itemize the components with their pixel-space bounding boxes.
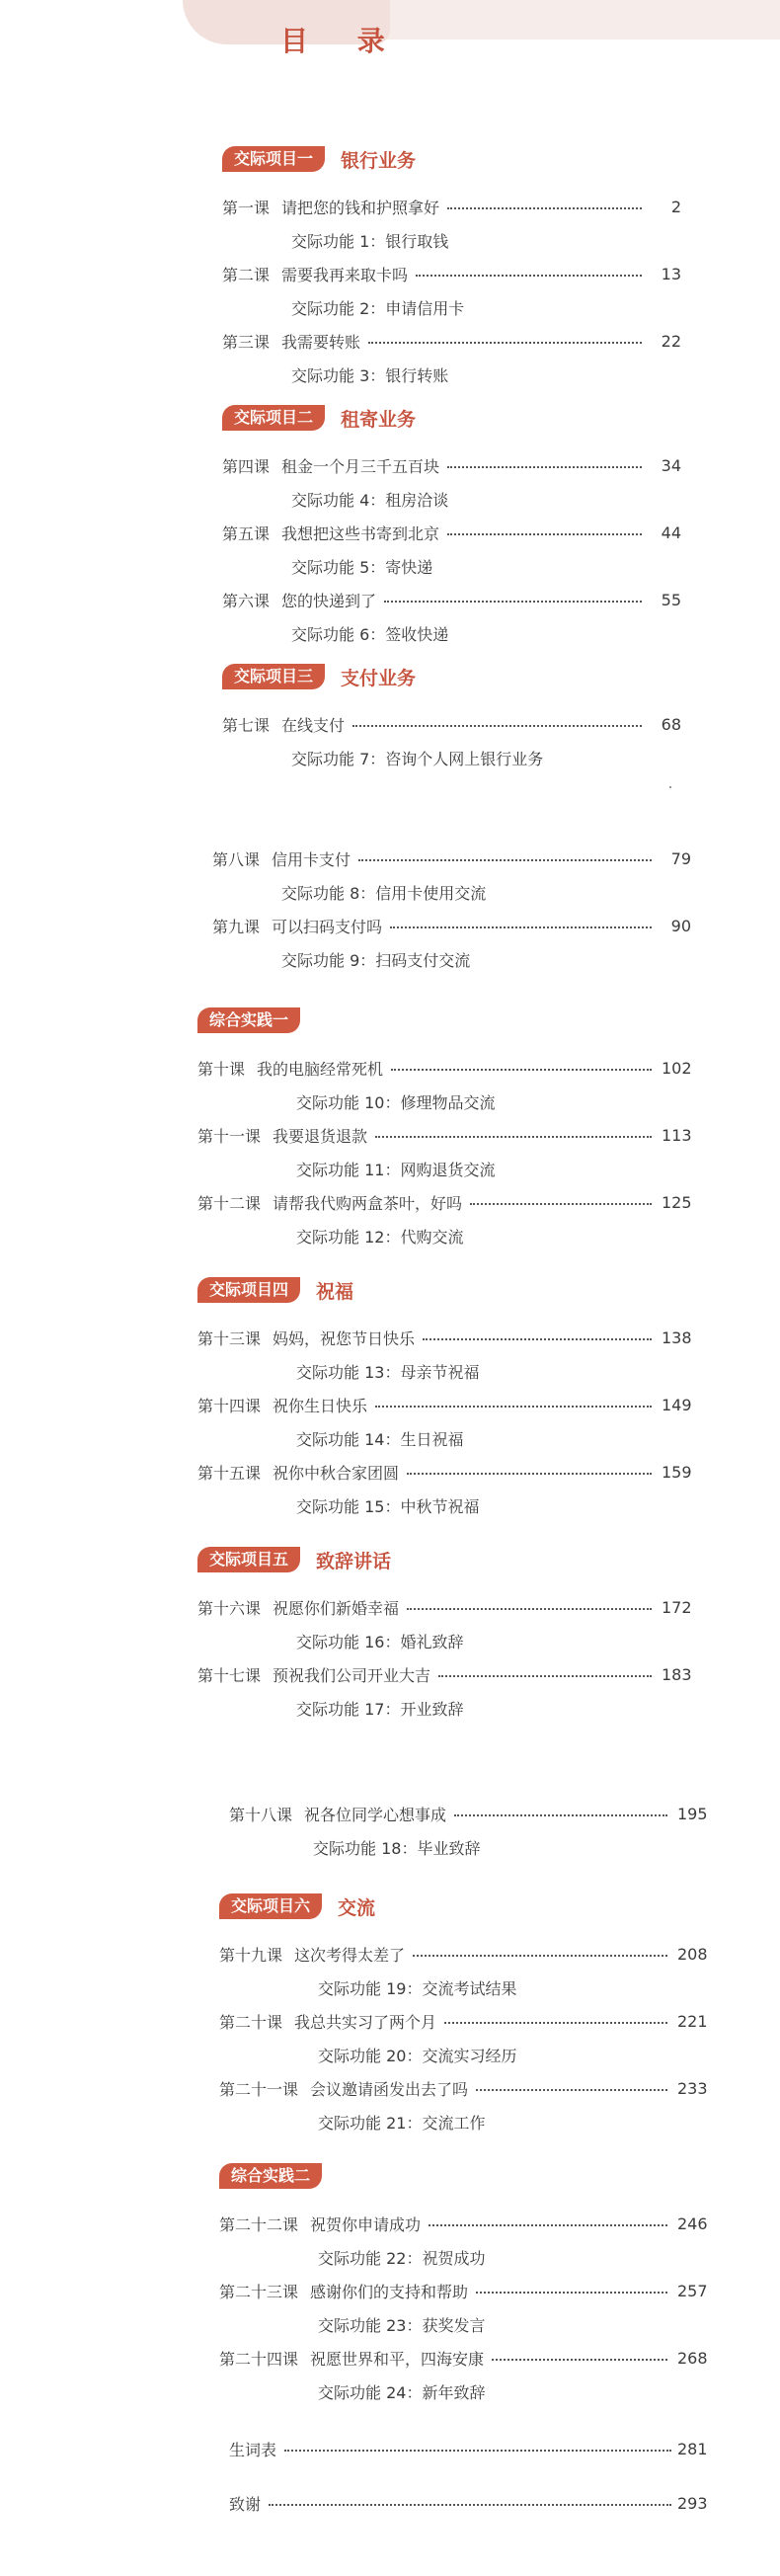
dot-leader [447,207,642,209]
lesson-number: 第十四课 [197,1396,262,1415]
function-subtitle: 交际功能 10：修理物品交流 [296,1092,496,1112]
lesson-entry[interactable] [212,842,691,875]
section-header [222,405,681,431]
lesson-entry[interactable] [197,1590,691,1624]
lesson-number: 第十六课 [197,1598,262,1618]
dot-leader [352,725,642,727]
function-subtitle: 交际功能 6：签收快递 [291,624,449,644]
toc-section [197,1277,691,1522]
lesson-number: 第二十三课 [219,2282,299,2301]
lesson-title: 感谢你们的支持和帮助 [310,2282,469,2301]
page-number: 246 [677,2214,708,2233]
dot-leader [407,1608,652,1610]
page-number: 79 [670,848,691,868]
lesson-title: 需要我再来取卡吗 [281,265,409,284]
section-heading: 交流 [338,1896,376,1919]
toc-section [222,146,681,391]
lesson-number: 第三课 [222,332,271,352]
toc-section [219,1893,707,2138]
dot-leader [375,1406,652,1408]
function-subtitle: 交际功能 17：开业致辞 [296,1699,464,1719]
page-number: 90 [670,916,691,935]
section-header [219,1893,707,1919]
page-number: 195 [677,1804,708,1823]
lesson-entry[interactable] [197,1185,691,1219]
lesson-title: 祝你生日快乐 [273,1396,368,1415]
lesson-title: 我需要转账 [281,332,361,352]
dot-leader [358,859,652,861]
lesson-title: 妈妈，祝您节日快乐 [273,1328,416,1348]
lesson-entry[interactable] [219,1937,707,1971]
lesson-entry[interactable] [222,516,681,549]
dot-leader [269,2504,671,2506]
page-number: 221 [677,2011,708,2031]
dot-leader [384,601,642,603]
page-title: 目 录 [280,25,405,57]
function-subtitle: 交际功能 12：代购交流 [296,1227,464,1247]
lesson-number: 第四课 [222,456,271,476]
function-subtitle: 交际功能 8：信用卡使用交流 [281,883,487,903]
page-number: 268 [677,2348,708,2368]
lesson-number: 第七课 [222,715,271,735]
dot-leader [375,1136,652,1138]
function-subtitle: 交际功能 5：寄快递 [291,557,433,577]
dot-leader [368,342,642,344]
lesson-entry[interactable] [219,2207,707,2240]
section-heading: 银行业务 [341,149,417,172]
lesson-number: 第六课 [222,591,271,610]
page-number: 68 [661,714,681,734]
section-tag: 交际项目五 [197,1547,300,1572]
section-heading: 支付业务 [341,667,417,689]
lesson-title: 请把您的钱和护照拿好 [281,198,440,217]
page-number: 13 [661,264,681,283]
lesson-entry[interactable] [222,257,681,290]
lesson-entry[interactable] [219,2274,707,2307]
page-number: 281 [677,2439,708,2458]
lesson-number: 第一课 [222,198,271,217]
section-header [197,1007,691,1033]
lesson-number: 第十二课 [197,1193,262,1213]
lesson-title: 预祝我们公司开业大吉 [273,1665,431,1685]
lesson-number: 第九课 [212,917,261,936]
appendix-title: 生词表 [229,2440,277,2459]
lesson-number: 第十八课 [229,1805,293,1824]
section-tag: 综合实践二 [219,2163,322,2189]
function-subtitle: 交际功能 7：咨询个人网上银行业务 [291,749,544,768]
page-number: 2 [670,197,681,216]
section-header [222,664,681,689]
lesson-number: 第八课 [212,849,261,869]
function-subtitle: 交际功能 14：生日祝福 [296,1429,464,1449]
page-number: 257 [677,2281,708,2300]
section-tag: 交际项目六 [219,1893,322,1919]
function-subtitle: 交际功能 4：租房洽谈 [291,490,449,510]
function-subtitle: 交际功能 2：申请信用卡 [291,298,465,318]
section-tag: 交际项目四 [197,1277,300,1303]
section-tag: 交际项目一 [222,146,325,172]
dot-leader [470,1203,652,1205]
page-number: 113 [662,1125,692,1145]
function-subtitle: 交际功能 15：中秋节祝福 [296,1496,480,1516]
lesson-title: 祝贺你申请成功 [310,2214,422,2234]
lesson-title: 会议邀请函发出去了吗 [310,2079,469,2099]
dot-leader [413,1955,667,1957]
page-number: 172 [662,1597,692,1617]
section-heading: 租寄业务 [341,408,417,431]
dot-leader [444,2022,667,2024]
toc-section [222,664,681,774]
page-number: 183 [662,1664,692,1684]
toc-section [197,1007,691,1252]
dot-leader [407,1473,652,1475]
dot-leader [447,466,642,468]
dot-leader [438,1675,652,1677]
lesson-number: 第五课 [222,523,271,543]
section-tag: 综合实践一 [197,1007,300,1033]
function-subtitle: 交际功能 1：银行取钱 [291,231,449,251]
section-header [197,1277,691,1303]
appendix-title: 致谢 [229,2494,262,2514]
toc-section [222,405,681,650]
page-number: 34 [661,455,681,475]
lesson-number: 第十三课 [197,1328,262,1348]
lesson-number: 第二十一课 [219,2079,299,2099]
page-number: 125 [662,1192,692,1212]
toc-section [229,1797,707,1864]
lesson-number: 第十七课 [197,1665,262,1685]
dot-leader [454,1814,667,1816]
function-subtitle: 交际功能 9：扫码支付交流 [281,950,471,970]
lesson-title: 我总共实习了两个月 [294,2012,437,2032]
lesson-number: 第二课 [222,265,271,284]
lesson-title: 可以扫码支付吗 [272,917,383,936]
lesson-entry[interactable] [222,583,681,616]
lesson-title: 我想把这些书寄到北京 [281,523,440,543]
page-number: 159 [662,1462,692,1482]
dot-leader [476,2292,667,2294]
function-subtitle: 交际功能 18：毕业致辞 [313,1838,481,1858]
lesson-title: 祝各位同学心想事成 [304,1805,447,1824]
lesson-number: 第十九课 [219,1945,283,1965]
section-tag: 交际项目二 [222,405,325,431]
lesson-entry[interactable] [222,190,681,223]
section-header [197,1547,691,1572]
lesson-title: 我要退货退款 [273,1126,368,1146]
function-subtitle: 交际功能 23：获奖发言 [318,2315,486,2335]
dot-leader [476,2089,667,2091]
lesson-number: 第二十二课 [219,2214,299,2234]
lesson-entry[interactable] [197,1321,691,1354]
lesson-number: 第十五课 [197,1463,262,1483]
function-subtitle: 交际功能 22：祝贺成功 [318,2248,486,2268]
page-number: 44 [661,523,681,542]
lesson-title: 您的快递到了 [281,591,377,610]
function-subtitle: 交际功能 16：婚礼致辞 [296,1632,464,1651]
function-subtitle: 交际功能 21：交流工作 [318,2113,486,2133]
lesson-title: 祝愿你们新婚幸福 [273,1598,400,1618]
function-subtitle: 交际功能 11：网购退货交流 [296,1160,496,1179]
appendix-entry[interactable] [229,2486,707,2520]
page-number: 102 [662,1058,692,1078]
lesson-title: 信用卡支付 [272,849,351,869]
lesson-title: 这次考得太差了 [294,1945,406,1965]
dot-leader [390,926,652,928]
lesson-title: 祝愿世界和平，四海安康 [310,2349,485,2369]
lesson-number: 第二十课 [219,2012,283,2032]
dot-leader [429,2224,667,2226]
dot-leader [284,2450,671,2452]
lesson-title: 我的电脑经常死机 [257,1059,384,1079]
lesson-title: 请帮我代购两盒茶叶，好吗 [273,1193,463,1213]
toc-section [219,2163,707,2408]
lesson-entry[interactable] [219,2341,707,2375]
page-number: 138 [662,1328,692,1347]
function-subtitle: 交际功能 3：银行转账 [291,365,449,385]
lesson-entry[interactable] [219,2004,707,2038]
function-subtitle: 交际功能 13：母亲节祝福 [296,1362,480,1382]
page-number: 233 [677,2078,708,2098]
lesson-entry[interactable] [222,448,681,482]
dot-leader [492,2359,667,2361]
appendix-entry[interactable] [229,2432,707,2465]
lesson-title: 租金一个月三千五百块 [281,456,440,476]
section-heading: 致辞讲话 [316,1550,392,1572]
function-subtitle: 交际功能 20：交流实习经历 [318,2046,517,2065]
toc-section [212,842,691,976]
toc-section [197,1547,691,1725]
lesson-title: 在线支付 [281,715,346,735]
lesson-entry[interactable] [197,1388,691,1421]
section-header [222,146,681,172]
lesson-number: 第十课 [197,1059,246,1079]
lesson-entry[interactable] [197,1118,691,1152]
page-number: 22 [661,331,681,351]
page-number: 55 [661,590,681,609]
page-number: 208 [677,1944,708,1964]
dot-leader [416,275,642,277]
function-subtitle: 交际功能 19：交流考试结果 [318,1978,517,1998]
lesson-number: 第二十四课 [219,2349,299,2369]
page-number: 149 [662,1395,692,1414]
lesson-entry[interactable] [197,1051,691,1085]
dot-leader [447,533,642,535]
lesson-entry[interactable] [222,324,681,358]
lesson-title: 祝你中秋合家团圆 [273,1463,400,1483]
section-header [219,2163,707,2189]
section-heading: 祝福 [316,1280,354,1303]
page-number: 293 [677,2493,708,2513]
lesson-number: 第十一课 [197,1126,262,1146]
lesson-entry[interactable] [229,1797,707,1830]
lesson-entry[interactable] [197,1455,691,1489]
lesson-entry[interactable] [212,909,691,942]
lesson-entry[interactable] [222,707,681,741]
stray-dot [669,786,671,788]
lesson-entry[interactable] [197,1657,691,1691]
lesson-entry[interactable] [219,2071,707,2105]
dot-leader [423,1338,652,1340]
function-subtitle: 交际功能 24：新年致辞 [318,2382,486,2402]
section-tag: 交际项目三 [222,664,325,689]
dot-leader [391,1069,652,1071]
